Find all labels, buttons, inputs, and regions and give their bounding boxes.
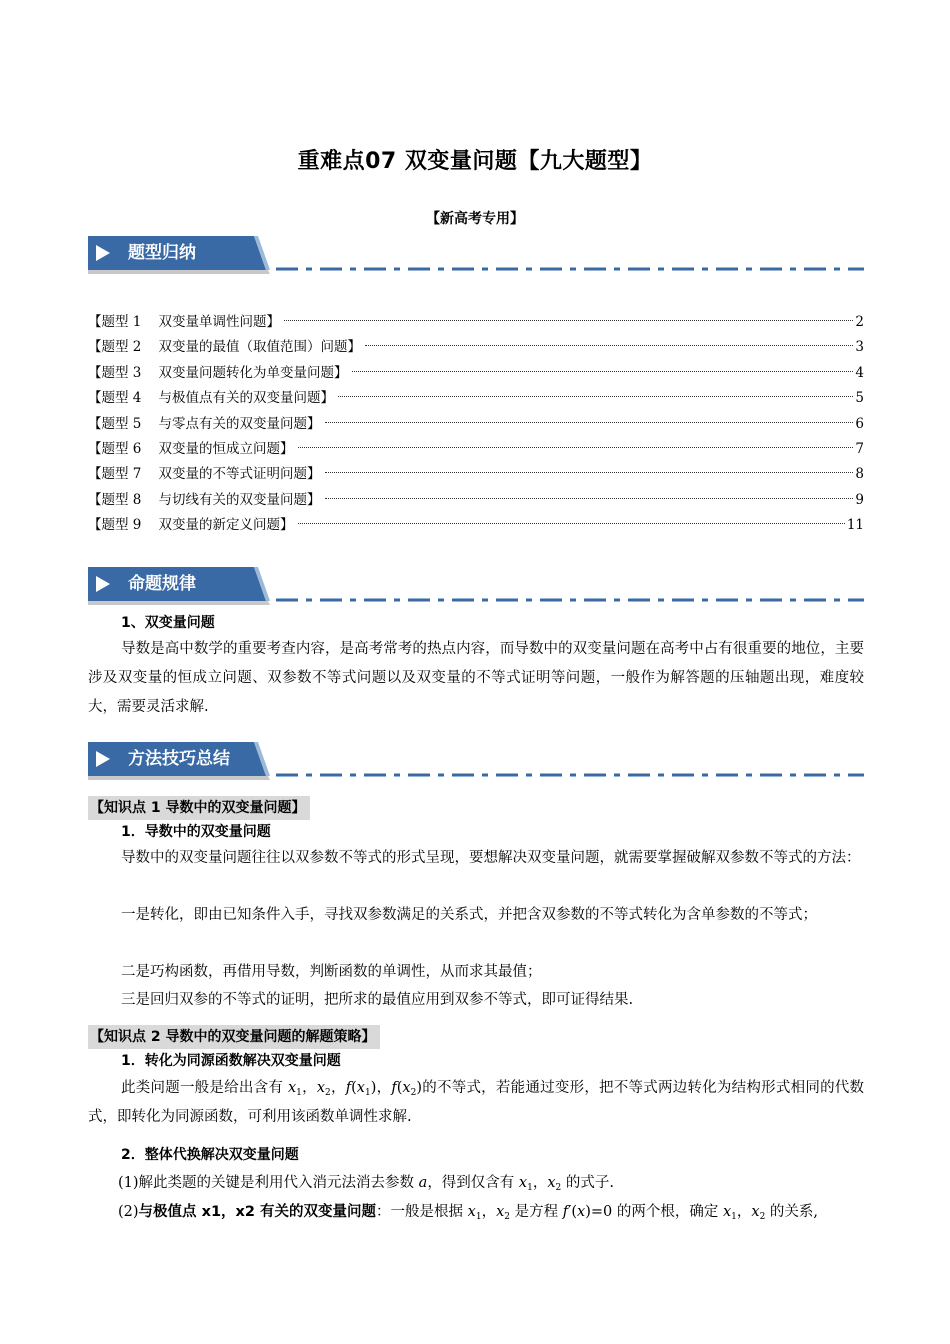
toc-entry[interactable]: 【题型 7 双变量的不等式证明问题】 8 bbox=[88, 466, 864, 483]
knowledge-point-2-title: 【知识点 2 导数中的双变量问题的解题策略】 bbox=[88, 1025, 380, 1049]
kp2-paragraph-1: 此类问题一般是给出含有 $x_1$，$x_2$，$f(x_1)$，$f(x_2)$的不等式，若能通过变形，把不等式两边转化为结构形式相同的代数式，即转化为同源函数，可利用该函数单调性求解. bbox=[88, 1080, 865, 1125]
toc-entry[interactable]: 【题型 1 双变量单调性问题】 2 bbox=[88, 314, 864, 330]
toc-entry[interactable]: 【题型 4 与极值点有关的双变量问题】 5 bbox=[88, 390, 864, 407]
kp1-paragraph-4: 三是回归双参的不等式的证明，把所求的最值应用到双参不等式，即可证得结果. bbox=[121, 992, 634, 1008]
toc-entry[interactable]: 【题型 8 与切线有关的双变量问题】 9 bbox=[88, 491, 864, 508]
toc-entry[interactable]: 【题型 2 双变量的最值（取值范围）问题】 3 bbox=[88, 339, 864, 356]
kp1-paragraph-2: 一是转化，即由已知条件入手，寻找双参数满足的关系式，并把含双参数的不等式转化为含单参数的不等式； bbox=[121, 907, 817, 923]
toc-entry[interactable]: 【题型 9 双变量的新定义问题】 11 bbox=[88, 517, 864, 534]
section-banner-question-types bbox=[88, 236, 868, 276]
page-title: 重难点07 双变量问题【九大题型】 bbox=[297, 149, 653, 174]
toc-entry[interactable]: 【题型 5 与零点有关的双变量问题】 6 bbox=[88, 415, 864, 432]
banner-graphic bbox=[88, 236, 868, 276]
banner-label: 命题规律 bbox=[128, 574, 196, 594]
section-banner-exam-rules bbox=[88, 567, 868, 607]
kp1-paragraph-1: 导数中的双变量问题往往以双参数不等式的形式呈现，要想解决双变量问题，就需要掌握破解双参数不等式的方法： bbox=[121, 850, 861, 866]
kp2-step-1: (1)解此类题的关键是利用代入消元法消去参数 a，得到仅含有 $x_1$，$x_2$ 的式子. bbox=[118, 1175, 614, 1193]
kp1-paragraph-3: 二是巧构函数，再借用导数，判断函数的单调性，从而求其最值； bbox=[121, 964, 542, 980]
rule-paragraph: 导数是高中数学的重要考查内容，是高考常考的热点内容，而导数中的双变量问题在高考中占有很重要的地位，主要涉及双变量的恒成立问题、双参数不等式问题以及双变量的不等式证明等问题，一般作为解答题的压轴题出现，难度较大，需要灵活求解. bbox=[88, 641, 864, 715]
banner-label: 题型归纳 bbox=[128, 243, 196, 263]
knowledge-point-1-title: 【知识点 1 导数中的双变量问题】 bbox=[88, 796, 310, 820]
kp2-heading-1: 1．转化为同源函数解决双变量问题 bbox=[121, 1053, 341, 1069]
rule-heading: 1、双变量问题 bbox=[121, 615, 215, 631]
page-subtitle: 【新高考专用】 bbox=[426, 211, 524, 227]
toc-entry[interactable]: 【题型 6 双变量的恒成立问题】 7 bbox=[88, 440, 864, 457]
kp2-heading-2: 2．整体代换解决双变量问题 bbox=[121, 1147, 299, 1163]
kp2-step-2: (2)与极值点 x1，x2 有关的双变量问题：一般是根据 $x_1$，$x_2$ 是方程 f′(x)=0 的两个根，确定 $x_1$，$x_2$ 的关系, bbox=[118, 1204, 819, 1222]
banner-label: 方法技巧总结 bbox=[128, 749, 230, 769]
section-banner-methods bbox=[88, 742, 868, 782]
banner-graphic bbox=[88, 567, 868, 607]
table-of-contents bbox=[88, 310, 864, 539]
kp1-heading: 1．导数中的双变量问题 bbox=[121, 824, 271, 840]
toc-entry[interactable]: 【题型 3 双变量问题转化为单变量问题】 4 bbox=[88, 364, 864, 381]
